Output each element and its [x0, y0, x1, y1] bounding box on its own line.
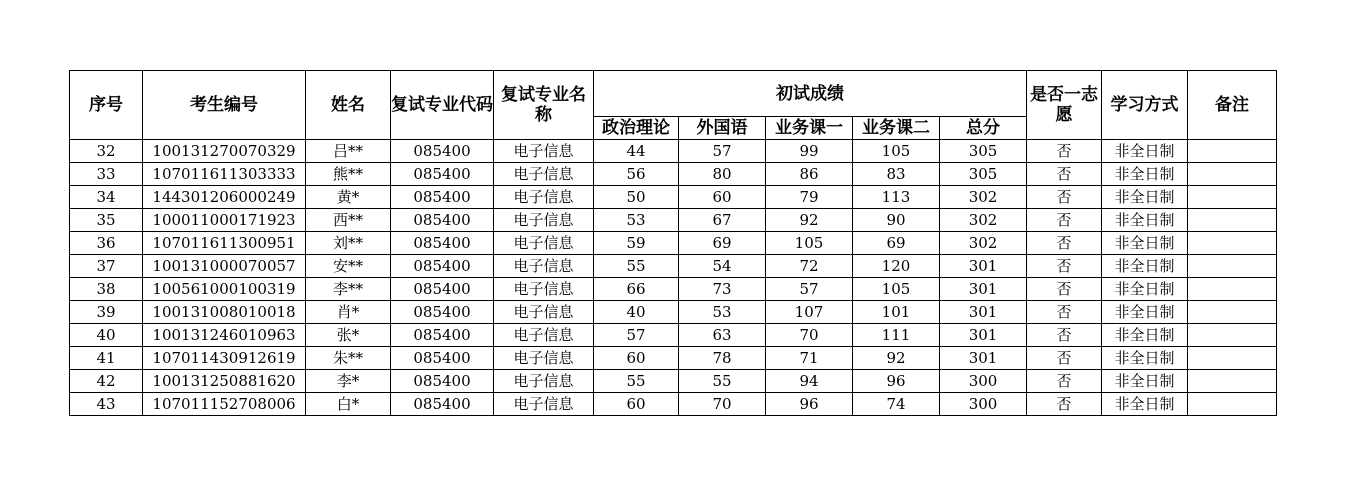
header-remarks: 备注 [1188, 71, 1277, 140]
cell-name: 刘** [306, 232, 391, 255]
cell-name: 张* [306, 324, 391, 347]
cell-name: 李* [306, 370, 391, 393]
header-major-name: 复试专业名称 [494, 71, 594, 140]
cell-name: 熊** [306, 163, 391, 186]
cell-total: 301 [940, 301, 1027, 324]
cell-course1: 107 [766, 301, 853, 324]
table-row [70, 370, 1277, 393]
cell-major-code: 085400 [391, 370, 494, 393]
header-course2: 业务课二 [853, 117, 940, 140]
cell-course2: 74 [853, 393, 940, 416]
cell-major-name: 电子信息 [494, 255, 594, 278]
cell-remarks [1188, 186, 1277, 209]
cell-foreign-lang: 70 [679, 393, 766, 416]
cell-first-choice: 否 [1027, 393, 1102, 416]
cell-name: 李** [306, 278, 391, 301]
cell-seq: 38 [70, 278, 143, 301]
cell-course1: 86 [766, 163, 853, 186]
cell-politics: 50 [594, 186, 679, 209]
header-course1: 业务课一 [766, 117, 853, 140]
cell-study-mode: 非全日制 [1102, 255, 1188, 278]
cell-major-name: 电子信息 [494, 140, 594, 163]
cell-major-name: 电子信息 [494, 186, 594, 209]
cell-major-name: 电子信息 [494, 278, 594, 301]
header-name: 姓名 [306, 71, 391, 140]
cell-total: 300 [940, 393, 1027, 416]
cell-name: 吕** [306, 140, 391, 163]
cell-study-mode: 非全日制 [1102, 393, 1188, 416]
header-first-choice: 是否一志愿 [1027, 71, 1102, 140]
cell-seq: 35 [70, 209, 143, 232]
cell-course2: 120 [853, 255, 940, 278]
cell-remarks [1188, 301, 1277, 324]
cell-major-name: 电子信息 [494, 393, 594, 416]
cell-total: 305 [940, 163, 1027, 186]
cell-course1: 94 [766, 370, 853, 393]
cell-politics: 56 [594, 163, 679, 186]
cell-exam-no: 100131000070057 [143, 255, 306, 278]
cell-foreign-lang: 67 [679, 209, 766, 232]
cell-study-mode: 非全日制 [1102, 232, 1188, 255]
table-row [70, 393, 1277, 416]
cell-politics: 53 [594, 209, 679, 232]
cell-remarks [1188, 163, 1277, 186]
cell-major-code: 085400 [391, 209, 494, 232]
header-foreign-lang: 外国语 [679, 117, 766, 140]
cell-course2: 69 [853, 232, 940, 255]
cell-exam-no: 100561000100319 [143, 278, 306, 301]
cell-first-choice: 否 [1027, 324, 1102, 347]
cell-total: 302 [940, 209, 1027, 232]
cell-seq: 42 [70, 370, 143, 393]
cell-course2: 90 [853, 209, 940, 232]
cell-first-choice: 否 [1027, 347, 1102, 370]
cell-study-mode: 非全日制 [1102, 278, 1188, 301]
cell-seq: 37 [70, 255, 143, 278]
cell-course2: 113 [853, 186, 940, 209]
cell-seq: 33 [70, 163, 143, 186]
cell-course1: 96 [766, 393, 853, 416]
cell-course2: 105 [853, 278, 940, 301]
header-initial-scores: 初试成绩 [594, 71, 1027, 117]
cell-remarks [1188, 324, 1277, 347]
cell-seq: 34 [70, 186, 143, 209]
cell-exam-no: 100131270070329 [143, 140, 306, 163]
cell-first-choice: 否 [1027, 370, 1102, 393]
table-row [70, 232, 1277, 255]
table-row [70, 278, 1277, 301]
cell-major-code: 085400 [391, 347, 494, 370]
cell-course2: 96 [853, 370, 940, 393]
cell-major-code: 085400 [391, 232, 494, 255]
cell-seq: 36 [70, 232, 143, 255]
cell-total: 301 [940, 278, 1027, 301]
cell-course1: 79 [766, 186, 853, 209]
cell-remarks [1188, 232, 1277, 255]
cell-exam-no: 100011000171923 [143, 209, 306, 232]
cell-total: 300 [940, 370, 1027, 393]
cell-study-mode: 非全日制 [1102, 301, 1188, 324]
cell-first-choice: 否 [1027, 163, 1102, 186]
table-row [70, 186, 1277, 209]
cell-name: 黄* [306, 186, 391, 209]
cell-exam-no: 100131246010963 [143, 324, 306, 347]
table-row [70, 163, 1277, 186]
cell-politics: 59 [594, 232, 679, 255]
cell-remarks [1188, 393, 1277, 416]
table-row [70, 324, 1277, 347]
cell-course1: 71 [766, 347, 853, 370]
cell-foreign-lang: 63 [679, 324, 766, 347]
cell-study-mode: 非全日制 [1102, 347, 1188, 370]
cell-major-code: 085400 [391, 186, 494, 209]
cell-exam-no: 144301206000249 [143, 186, 306, 209]
cell-politics: 55 [594, 255, 679, 278]
cell-major-name: 电子信息 [494, 163, 594, 186]
cell-course2: 111 [853, 324, 940, 347]
cell-study-mode: 非全日制 [1102, 209, 1188, 232]
cell-first-choice: 否 [1027, 209, 1102, 232]
header-major-code: 复试专业代码 [391, 71, 494, 140]
cell-foreign-lang: 80 [679, 163, 766, 186]
cell-foreign-lang: 73 [679, 278, 766, 301]
score-table [69, 70, 1277, 416]
cell-exam-no: 100131250881620 [143, 370, 306, 393]
cell-seq: 40 [70, 324, 143, 347]
header-politics: 政治理论 [594, 117, 679, 140]
cell-exam-no: 100131008010018 [143, 301, 306, 324]
cell-major-name: 电子信息 [494, 370, 594, 393]
cell-total: 305 [940, 140, 1027, 163]
table-row [70, 255, 1277, 278]
cell-course2: 92 [853, 347, 940, 370]
cell-major-name: 电子信息 [494, 301, 594, 324]
cell-total: 302 [940, 186, 1027, 209]
table-row [70, 301, 1277, 324]
cell-course1: 57 [766, 278, 853, 301]
cell-foreign-lang: 53 [679, 301, 766, 324]
cell-name: 朱** [306, 347, 391, 370]
cell-major-code: 085400 [391, 163, 494, 186]
cell-study-mode: 非全日制 [1102, 324, 1188, 347]
table-row [70, 347, 1277, 370]
cell-course1: 105 [766, 232, 853, 255]
cell-remarks [1188, 140, 1277, 163]
cell-exam-no: 107011611300951 [143, 232, 306, 255]
cell-major-name: 电子信息 [494, 324, 594, 347]
cell-name: 西** [306, 209, 391, 232]
header-study-mode: 学习方式 [1102, 71, 1188, 140]
cell-total: 301 [940, 347, 1027, 370]
cell-study-mode: 非全日制 [1102, 140, 1188, 163]
cell-politics: 55 [594, 370, 679, 393]
cell-first-choice: 否 [1027, 232, 1102, 255]
cell-remarks [1188, 347, 1277, 370]
cell-foreign-lang: 78 [679, 347, 766, 370]
header-row-top [70, 71, 1277, 117]
cell-total: 301 [940, 324, 1027, 347]
cell-major-code: 085400 [391, 140, 494, 163]
cell-politics: 44 [594, 140, 679, 163]
cell-foreign-lang: 69 [679, 232, 766, 255]
cell-first-choice: 否 [1027, 278, 1102, 301]
cell-name: 肖* [306, 301, 391, 324]
cell-course2: 105 [853, 140, 940, 163]
cell-course1: 99 [766, 140, 853, 163]
cell-first-choice: 否 [1027, 140, 1102, 163]
cell-study-mode: 非全日制 [1102, 163, 1188, 186]
cell-remarks [1188, 278, 1277, 301]
table-row [70, 140, 1277, 163]
cell-seq: 32 [70, 140, 143, 163]
cell-total: 301 [940, 255, 1027, 278]
cell-foreign-lang: 57 [679, 140, 766, 163]
cell-first-choice: 否 [1027, 255, 1102, 278]
table-row [70, 209, 1277, 232]
cell-politics: 60 [594, 393, 679, 416]
table-body [70, 140, 1277, 416]
cell-politics: 66 [594, 278, 679, 301]
header-total: 总分 [940, 117, 1027, 140]
header-seq: 序号 [70, 71, 143, 140]
cell-name: 白* [306, 393, 391, 416]
cell-major-name: 电子信息 [494, 209, 594, 232]
cell-first-choice: 否 [1027, 186, 1102, 209]
cell-seq: 41 [70, 347, 143, 370]
cell-exam-no: 107011152708006 [143, 393, 306, 416]
header-exam-no: 考生编号 [143, 71, 306, 140]
cell-course2: 101 [853, 301, 940, 324]
cell-course2: 83 [853, 163, 940, 186]
table-header [70, 71, 1277, 140]
cell-study-mode: 非全日制 [1102, 186, 1188, 209]
cell-major-name: 电子信息 [494, 232, 594, 255]
cell-total: 302 [940, 232, 1027, 255]
cell-exam-no: 107011430912619 [143, 347, 306, 370]
cell-major-code: 085400 [391, 255, 494, 278]
cell-seq: 43 [70, 393, 143, 416]
cell-politics: 57 [594, 324, 679, 347]
cell-seq: 39 [70, 301, 143, 324]
cell-course1: 72 [766, 255, 853, 278]
cell-major-code: 085400 [391, 278, 494, 301]
cell-foreign-lang: 55 [679, 370, 766, 393]
cell-course1: 70 [766, 324, 853, 347]
cell-study-mode: 非全日制 [1102, 370, 1188, 393]
cell-politics: 40 [594, 301, 679, 324]
cell-foreign-lang: 60 [679, 186, 766, 209]
cell-remarks [1188, 209, 1277, 232]
cell-major-code: 085400 [391, 393, 494, 416]
cell-course1: 92 [766, 209, 853, 232]
cell-major-code: 085400 [391, 324, 494, 347]
cell-exam-no: 107011611303333 [143, 163, 306, 186]
cell-major-name: 电子信息 [494, 347, 594, 370]
cell-foreign-lang: 54 [679, 255, 766, 278]
cell-major-code: 085400 [391, 301, 494, 324]
cell-remarks [1188, 255, 1277, 278]
cell-first-choice: 否 [1027, 301, 1102, 324]
cell-name: 安** [306, 255, 391, 278]
cell-remarks [1188, 370, 1277, 393]
cell-politics: 60 [594, 347, 679, 370]
